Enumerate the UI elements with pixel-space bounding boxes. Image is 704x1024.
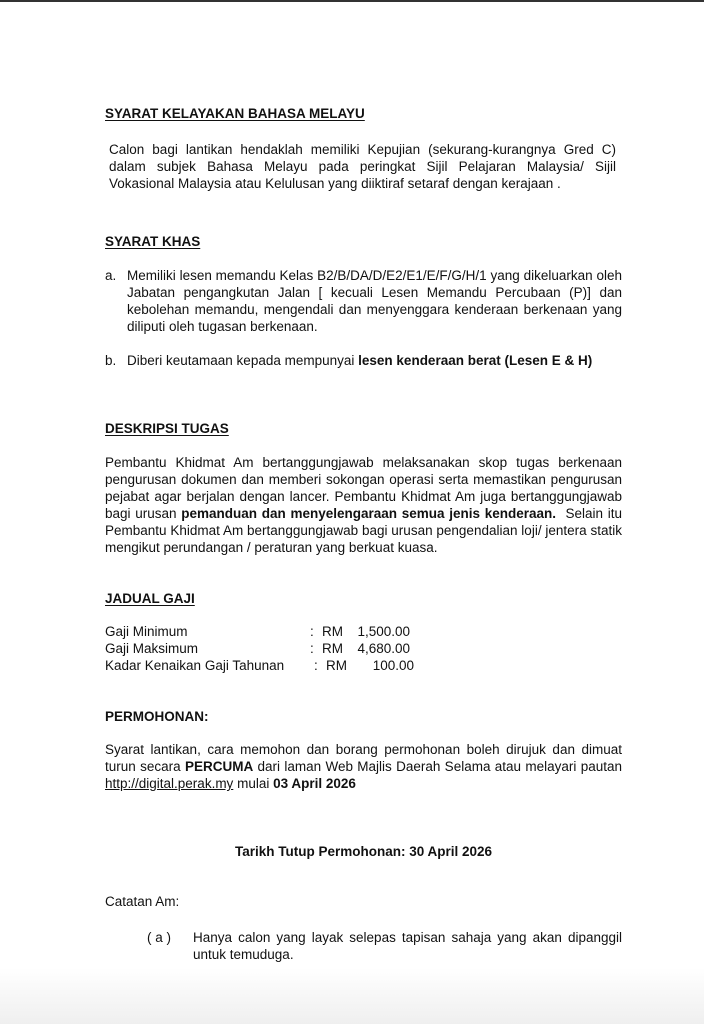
- list-item-text-plain: Diberi keutamaan kepada mempunyai: [127, 353, 355, 368]
- permohonan-text-1: Syarat lantikan, cara memohon dan borang permohonan boleh dirujuk dan dimuat turun secara: [105, 742, 622, 774]
- permohonan-start-date: 03 April 2026: [273, 776, 356, 791]
- list-item-text-bold: lesen kenderaan berat (Lesen E & H): [358, 353, 593, 368]
- salary-label: Kadar Kenaikan Gaji Tahunan: [105, 658, 285, 673]
- salary-separator: :: [310, 641, 314, 656]
- salary-separator: :: [314, 658, 318, 673]
- page-bottom-shadow: [0, 968, 704, 1024]
- deskripsi-text-bold: pemanduan dan menyelengaraan semua jenis kenderaan.: [181, 506, 557, 521]
- salary-label: Gaji Minimum: [105, 624, 188, 639]
- permohonan-bold-percuma: PERCUMA: [184, 759, 254, 774]
- list-item-text: [127, 352, 622, 369]
- salary-row-minimum: [105, 623, 414, 640]
- salary-currency: RM: [326, 658, 347, 673]
- salary-value: 4,680.00: [357, 641, 410, 656]
- paragraph-permohonan: [105, 741, 622, 792]
- heading-deskripsi-tugas: DESKRIPSI TUGAS: [105, 421, 229, 436]
- heading-syarat-khas: SYARAT KHAS: [105, 234, 201, 249]
- list-item-text: Memiliki lesen memandu Kelas B2/B/DA/D/E2/E1/E/F/G/H/1 yang dikeluarkan oleh Jabatan pengangkutan Jalan [ kecuali Lesen Memandu Percubaan (P)] dan kebolehan memandu, mengendali dan menyenggara kenderaan berkenaan yang diliputi oleh tugasan berkenaan.: [127, 268, 622, 334]
- salary-currency: RM: [322, 624, 343, 639]
- list-marker: a.: [105, 268, 117, 283]
- digital-perak-link[interactable]: http://digital.perak.my: [105, 776, 234, 791]
- heading-catatan-am: Catatan Am:: [105, 894, 180, 909]
- deskripsi-text-after: Selain itu Pembantu Khidmat Am bertanggungjawab bagi urusan pengendalian loji/ jentera statik mengikut perundangan / peraturan yang berkuat kuasa.: [105, 506, 622, 555]
- salary-label: Gaji Maksimum: [105, 641, 199, 656]
- syarat-khas-item-a: [105, 267, 622, 335]
- permohonan-text-2: dari laman Web Majlis Daerah Selama atau melayari pautan: [257, 759, 622, 774]
- heading-permohonan: PERMOHONAN:: [105, 709, 209, 724]
- catatan-item-a: [147, 929, 622, 963]
- closing-date: Tarikh Tutup Permohonan: 30 April 2026: [234, 844, 493, 859]
- syarat-khas-item-b: [105, 352, 622, 369]
- salary-table: [105, 623, 414, 674]
- permohonan-text-3: mulai: [237, 776, 270, 791]
- salary-currency: RM: [322, 641, 343, 656]
- salary-value: 1,500.00: [357, 624, 410, 639]
- salary-separator: :: [310, 624, 314, 639]
- salary-row-maksimum: [105, 640, 414, 657]
- list-marker: b.: [105, 353, 117, 368]
- paragraph-bahasa-melayu: Calon bagi lantikan hendaklah memiliki Kepujian (sekurang-kurangnya Gred C) dalam subjek Bahasa Melayu pada peringkat Sijil Pelajaran Malaysia/ Sijil Vokasional Malaysia atau Kelulusan yang diiktiraf setaraf dengan kerajaan .: [109, 142, 616, 191]
- note-marker: ( a ): [147, 930, 172, 945]
- note-text: Hanya calon yang layak selepas tapisan sahaja yang akan dipanggil untuk temuduga.: [193, 930, 622, 962]
- deskripsi-text-before: Pembantu Khidmat Am bertanggungjawab melaksanakan skop tugas berkenaan pengurusan dokumen dan memberi sokongan operasi serta memastikan pengurusan pejabat agar berjalan dengan lancer. Pembantu Khidmat Am juga bertanggungjawab bagi urusan: [105, 455, 622, 521]
- salary-row-kenaikan: [105, 657, 414, 674]
- heading-bahasa-melayu: SYARAT KELAYAKAN BAHASA MELAYU: [105, 106, 365, 121]
- salary-value: 100.00: [372, 658, 414, 673]
- paragraph-deskripsi-tugas: [105, 454, 622, 556]
- heading-jadual-gaji: JADUAL GAJI: [105, 591, 195, 606]
